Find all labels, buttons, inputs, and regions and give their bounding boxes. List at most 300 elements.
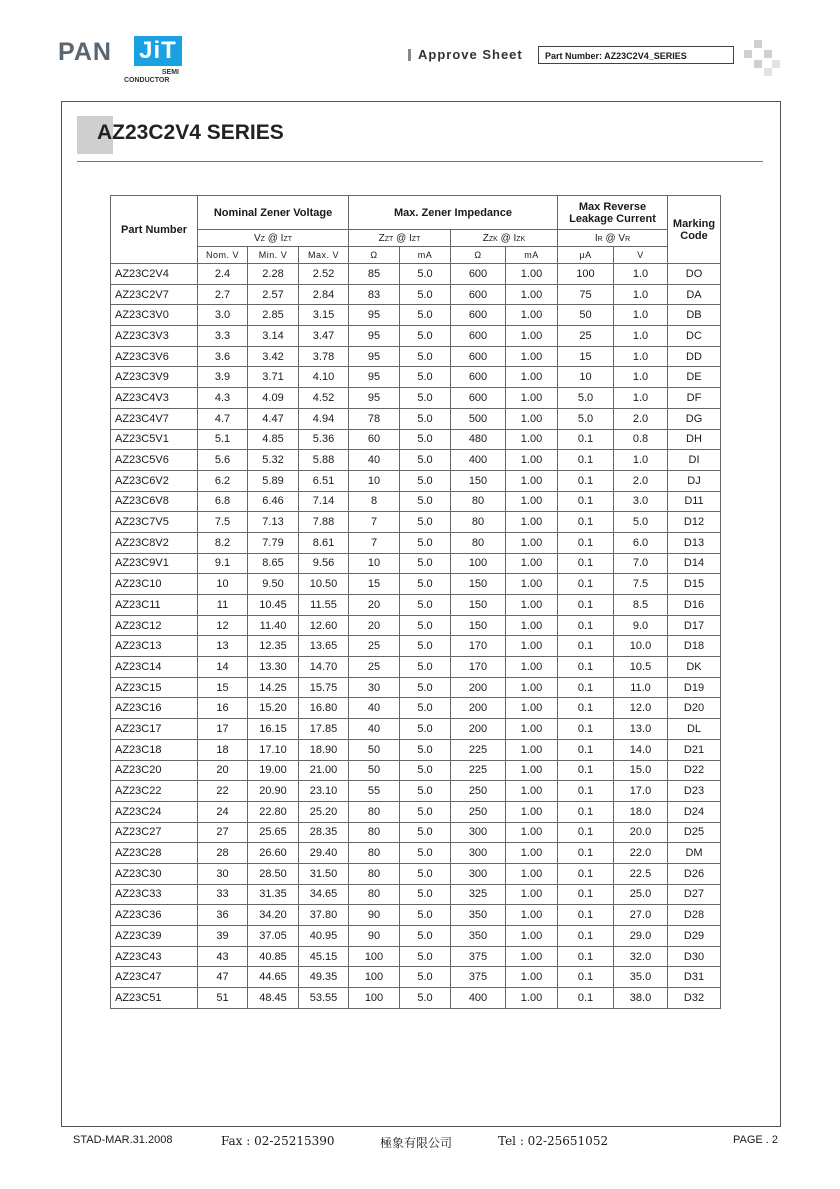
value-cell: 28.35	[299, 822, 349, 843]
header-leakage-current	[558, 196, 668, 230]
value-cell: 0.1	[558, 967, 614, 988]
marking-code-cell: D20	[668, 698, 721, 719]
value-cell: 34.20	[248, 905, 299, 926]
value-cell: 5.0	[400, 367, 451, 388]
value-cell: 5.0	[400, 863, 451, 884]
value-cell: 3.47	[299, 326, 349, 347]
marking-code-cell: DK	[668, 657, 721, 678]
value-cell: 5.0	[400, 408, 451, 429]
value-cell: 5.89	[248, 470, 299, 491]
value-cell: 19.00	[248, 760, 299, 781]
table-row	[111, 801, 721, 822]
part-number-cell: AZ23C4V3	[111, 388, 198, 409]
part-number-cell: AZ23C14	[111, 657, 198, 678]
value-cell: 1.00	[506, 801, 558, 822]
value-cell: 17	[198, 719, 248, 740]
value-cell: 3.3	[198, 326, 248, 347]
value-cell: 1.00	[506, 408, 558, 429]
value-cell: 0.1	[558, 532, 614, 553]
header-marking-line1: Marking	[672, 217, 716, 230]
value-cell: 1.0	[614, 326, 668, 347]
value-cell: 480	[451, 429, 506, 450]
value-cell: 100	[558, 264, 614, 285]
value-cell: 12.60	[299, 615, 349, 636]
logo-pan-text: PAN	[58, 38, 112, 66]
table-row	[111, 429, 721, 450]
value-cell: 0.1	[558, 863, 614, 884]
value-cell: 375	[451, 967, 506, 988]
value-cell: 20.0	[614, 822, 668, 843]
value-cell: 300	[451, 843, 506, 864]
value-cell: 80	[349, 822, 400, 843]
value-cell: 250	[451, 801, 506, 822]
value-cell: 1.00	[506, 491, 558, 512]
value-cell: 22	[198, 781, 248, 802]
spec-table	[110, 195, 721, 1009]
value-cell: 5.0	[400, 574, 451, 595]
value-cell: 5.0	[400, 512, 451, 533]
marking-code-cell: DI	[668, 450, 721, 471]
value-cell: 8.2	[198, 532, 248, 553]
value-cell: 7.13	[248, 512, 299, 533]
value-cell: 4.7	[198, 408, 248, 429]
value-cell: 40.95	[299, 926, 349, 947]
value-cell: 1.00	[506, 884, 558, 905]
table-row	[111, 760, 721, 781]
part-number-cell: AZ23C3V9	[111, 367, 198, 388]
value-cell: 40	[349, 719, 400, 740]
value-cell: 31.35	[248, 884, 299, 905]
value-cell: 1.00	[506, 657, 558, 678]
value-cell: 15.20	[248, 698, 299, 719]
value-cell: 4.09	[248, 388, 299, 409]
value-cell: 5.0	[400, 781, 451, 802]
unit-cell: µA	[558, 247, 614, 264]
value-cell: 10	[349, 553, 400, 574]
value-cell: 18.90	[299, 739, 349, 760]
part-number-cell: AZ23C4V7	[111, 408, 198, 429]
part-number-cell: AZ23C47	[111, 967, 198, 988]
value-cell: 300	[451, 822, 506, 843]
value-cell: 2.57	[248, 284, 299, 305]
value-cell: 17.85	[299, 719, 349, 740]
marking-code-cell: DC	[668, 326, 721, 347]
symbol-ir: I	[594, 232, 598, 244]
value-cell: 1.00	[506, 326, 558, 347]
value-cell: 20	[349, 595, 400, 616]
value-cell: 8	[349, 491, 400, 512]
marking-code-cell: D12	[668, 512, 721, 533]
value-cell: 29.40	[299, 843, 349, 864]
part-number-cell: AZ23C39	[111, 926, 198, 947]
table-row	[111, 284, 721, 305]
value-cell: 12.0	[614, 698, 668, 719]
value-cell: 5.0	[400, 326, 451, 347]
value-cell: 7.88	[299, 512, 349, 533]
value-cell: 5.88	[299, 450, 349, 471]
value-cell: 1.00	[506, 553, 558, 574]
value-cell: 95	[349, 367, 400, 388]
value-cell: 1.00	[506, 388, 558, 409]
value-cell: 1.0	[614, 367, 668, 388]
value-cell: 80	[349, 863, 400, 884]
value-cell: 95	[349, 305, 400, 326]
part-number-cell: AZ23C5V6	[111, 450, 198, 471]
table-row	[111, 822, 721, 843]
value-cell: 45.15	[299, 946, 349, 967]
value-cell: 80	[451, 532, 506, 553]
value-cell: 78	[349, 408, 400, 429]
value-cell: 13	[198, 636, 248, 657]
value-cell: 7.0	[614, 553, 668, 574]
part-number-cell: AZ23C18	[111, 739, 198, 760]
value-cell: 1.00	[506, 739, 558, 760]
part-number-cell: AZ23C33	[111, 884, 198, 905]
value-cell: 40	[349, 450, 400, 471]
value-cell: 4.94	[299, 408, 349, 429]
symbol-at: @	[605, 232, 616, 244]
value-cell: 37.80	[299, 905, 349, 926]
value-cell: 3.9	[198, 367, 248, 388]
value-cell: 10	[558, 367, 614, 388]
marking-code-cell: D22	[668, 760, 721, 781]
value-cell: 0.1	[558, 719, 614, 740]
marking-code-cell: D27	[668, 884, 721, 905]
value-cell: 80	[349, 801, 400, 822]
value-cell: 0.1	[558, 657, 614, 678]
value-cell: 50	[349, 760, 400, 781]
value-cell: 5.6	[198, 450, 248, 471]
value-cell: 25	[558, 326, 614, 347]
part-number-cell: AZ23C13	[111, 636, 198, 657]
value-cell: 18	[198, 739, 248, 760]
symbol-at: @	[396, 232, 407, 244]
value-cell: 11.40	[248, 615, 299, 636]
company-logo	[58, 36, 198, 90]
value-cell: 300	[451, 863, 506, 884]
value-cell: 1.00	[506, 284, 558, 305]
value-cell: 1.00	[506, 615, 558, 636]
value-cell: 48.45	[248, 988, 299, 1009]
value-cell: 2.0	[614, 408, 668, 429]
value-cell: 4.47	[248, 408, 299, 429]
table-row	[111, 512, 721, 533]
value-cell: 8.65	[248, 553, 299, 574]
unit-cell: mA	[506, 247, 558, 264]
marking-code-cell: D31	[668, 967, 721, 988]
part-number-cell: AZ23C17	[111, 719, 198, 740]
header-leakage-line2: Leakage Current	[569, 212, 656, 225]
symbol-izk: I	[513, 232, 517, 244]
unit-cell: V	[614, 247, 668, 264]
value-cell: 33	[198, 884, 248, 905]
value-cell: 350	[451, 926, 506, 947]
value-cell: 95	[349, 326, 400, 347]
part-number-cell: AZ23C12	[111, 615, 198, 636]
marking-code-cell: DM	[668, 843, 721, 864]
value-cell: 1.0	[614, 388, 668, 409]
unit-cell: mA	[400, 247, 451, 264]
value-cell: 80	[451, 491, 506, 512]
part-number-cell: AZ23C3V0	[111, 305, 198, 326]
table-row	[111, 595, 721, 616]
value-cell: 5.0	[400, 450, 451, 471]
value-cell: 0.1	[558, 450, 614, 471]
value-cell: 20	[349, 615, 400, 636]
value-cell: 10.0	[614, 636, 668, 657]
table-row	[111, 367, 721, 388]
value-cell: 25	[349, 636, 400, 657]
value-cell: 12	[198, 615, 248, 636]
value-cell: 20.90	[248, 781, 299, 802]
marking-code-cell: D18	[668, 636, 721, 657]
value-cell: 1.00	[506, 988, 558, 1009]
value-cell: 5.0	[400, 657, 451, 678]
value-cell: 375	[451, 946, 506, 967]
value-cell: 350	[451, 905, 506, 926]
value-cell: 39	[198, 926, 248, 947]
value-cell: 150	[451, 574, 506, 595]
part-number-cell: AZ23C8V2	[111, 532, 198, 553]
value-cell: 0.1	[558, 988, 614, 1009]
part-number-box: Part Number: AZ23C2V4_SERIES	[538, 46, 734, 64]
value-cell: 5.0	[558, 388, 614, 409]
part-number-cell: AZ23C6V2	[111, 470, 198, 491]
title-divider	[77, 161, 763, 162]
value-cell: 1.0	[614, 346, 668, 367]
value-cell: 5.0	[400, 905, 451, 926]
value-cell: 14.0	[614, 739, 668, 760]
table-row	[111, 988, 721, 1009]
value-cell: 1.0	[614, 450, 668, 471]
symbol-zzt: Z	[378, 232, 385, 244]
value-cell: 0.1	[558, 781, 614, 802]
value-cell: 5.0	[400, 532, 451, 553]
value-cell: 80	[349, 843, 400, 864]
value-cell: 11	[198, 595, 248, 616]
table-row	[111, 698, 721, 719]
marking-code-cell: D32	[668, 988, 721, 1009]
marking-code-cell: D28	[668, 905, 721, 926]
value-cell: 3.0	[198, 305, 248, 326]
value-cell: 150	[451, 470, 506, 491]
table-row	[111, 677, 721, 698]
table-row	[111, 781, 721, 802]
part-number-cell: AZ23C7V5	[111, 512, 198, 533]
marking-code-cell: D23	[668, 781, 721, 802]
value-cell: 225	[451, 760, 506, 781]
marking-code-cell: DD	[668, 346, 721, 367]
value-cell: 0.1	[558, 491, 614, 512]
value-cell: 0.1	[558, 843, 614, 864]
value-cell: 85	[349, 264, 400, 285]
value-cell: 1.00	[506, 532, 558, 553]
marking-code-cell: D24	[668, 801, 721, 822]
value-cell: 15.0	[614, 760, 668, 781]
header-marking-code	[668, 196, 721, 264]
value-cell: 22.0	[614, 843, 668, 864]
value-cell: 7.14	[299, 491, 349, 512]
marking-code-cell: DO	[668, 264, 721, 285]
part-number-cell: AZ23C43	[111, 946, 198, 967]
value-cell: 325	[451, 884, 506, 905]
value-cell: 225	[451, 739, 506, 760]
value-cell: 3.0	[614, 491, 668, 512]
value-cell: 26.60	[248, 843, 299, 864]
value-cell: 11.55	[299, 595, 349, 616]
marking-code-cell: D14	[668, 553, 721, 574]
logo-jit-text: JiT	[134, 36, 182, 66]
part-number-cell: AZ23C16	[111, 698, 198, 719]
value-cell: 0.1	[558, 595, 614, 616]
value-cell: 5.0	[400, 698, 451, 719]
value-cell: 1.00	[506, 822, 558, 843]
symbol-izt-sub: ZT	[411, 235, 421, 243]
value-cell: 1.0	[614, 284, 668, 305]
value-cell: 1.00	[506, 346, 558, 367]
table-row	[111, 636, 721, 657]
value-cell: 2.7	[198, 284, 248, 305]
header-zener-impedance: Max. Zener Impedance	[349, 196, 558, 230]
subheader-zzk-izk	[451, 230, 558, 247]
value-cell: 2.52	[299, 264, 349, 285]
value-cell: 5.0	[400, 801, 451, 822]
table-row	[111, 946, 721, 967]
value-cell: 6.8	[198, 491, 248, 512]
value-cell: 250	[451, 781, 506, 802]
value-cell: 0.1	[558, 698, 614, 719]
value-cell: 15	[558, 346, 614, 367]
value-cell: 18.0	[614, 801, 668, 822]
value-cell: 43	[198, 946, 248, 967]
value-cell: 400	[451, 450, 506, 471]
marking-code-cell: D15	[668, 574, 721, 595]
value-cell: 5.0	[400, 264, 451, 285]
table-row	[111, 450, 721, 471]
value-cell: 0.1	[558, 822, 614, 843]
value-cell: 31.50	[299, 863, 349, 884]
value-cell: 9.50	[248, 574, 299, 595]
unit-cell: Max. V	[299, 247, 349, 264]
symbol-vz-sub: Z	[260, 235, 265, 243]
value-cell: 1.00	[506, 926, 558, 947]
value-cell: 3.42	[248, 346, 299, 367]
value-cell: 30	[198, 863, 248, 884]
value-cell: 3.78	[299, 346, 349, 367]
value-cell: 14.25	[248, 677, 299, 698]
value-cell: 9.0	[614, 615, 668, 636]
marking-code-cell: DA	[668, 284, 721, 305]
value-cell: 1.00	[506, 512, 558, 533]
value-cell: 4.52	[299, 388, 349, 409]
value-cell: 22.5	[614, 863, 668, 884]
page-number: PAGE . 2	[733, 1134, 779, 1146]
part-number-cell: AZ23C27	[111, 822, 198, 843]
value-cell: 5.0	[400, 388, 451, 409]
value-cell: 0.1	[558, 884, 614, 905]
value-cell: 75	[558, 284, 614, 305]
marking-code-cell: DL	[668, 719, 721, 740]
symbol-izk-sub: ZK	[516, 235, 526, 243]
marking-code-cell: D29	[668, 926, 721, 947]
table-row	[111, 884, 721, 905]
symbol-zzt-sub: ZT	[384, 235, 394, 243]
part-number-cell: AZ23C2V4	[111, 264, 198, 285]
value-cell: 5.36	[299, 429, 349, 450]
value-cell: 6.0	[614, 532, 668, 553]
value-cell: 20	[198, 760, 248, 781]
value-cell: 600	[451, 346, 506, 367]
value-cell: 1.00	[506, 595, 558, 616]
value-cell: 5.0	[400, 636, 451, 657]
value-cell: 53.55	[299, 988, 349, 1009]
value-cell: 2.4	[198, 264, 248, 285]
value-cell: 40.85	[248, 946, 299, 967]
value-cell: 7.79	[248, 532, 299, 553]
symbol-ir-sub: R	[597, 235, 603, 243]
table-row	[111, 470, 721, 491]
value-cell: 24	[198, 801, 248, 822]
value-cell: 27	[198, 822, 248, 843]
value-cell: 9.1	[198, 553, 248, 574]
value-cell: 3.15	[299, 305, 349, 326]
value-cell: 7	[349, 512, 400, 533]
value-cell: 0.8	[614, 429, 668, 450]
marking-code-cell: DJ	[668, 470, 721, 491]
value-cell: 90	[349, 905, 400, 926]
table-row	[111, 926, 721, 947]
value-cell: 9.56	[299, 553, 349, 574]
spec-table-body	[111, 264, 721, 1009]
value-cell: 600	[451, 305, 506, 326]
value-cell: 95	[349, 346, 400, 367]
value-cell: 5.0	[400, 553, 451, 574]
value-cell: 5.0	[400, 926, 451, 947]
company-name: 極象有限公司	[380, 1136, 453, 1150]
fax-number: Fax : 02-25215390	[221, 1134, 335, 1148]
value-cell: 100	[349, 967, 400, 988]
value-cell: 600	[451, 326, 506, 347]
part-number-cell: AZ23C3V6	[111, 346, 198, 367]
value-cell: 0.1	[558, 553, 614, 574]
symbol-at: @	[267, 232, 278, 244]
value-cell: 1.00	[506, 470, 558, 491]
value-cell: 13.65	[299, 636, 349, 657]
value-cell: 1.0	[614, 264, 668, 285]
value-cell: 16.15	[248, 719, 299, 740]
value-cell: 5.0	[400, 739, 451, 760]
value-cell: 17.10	[248, 739, 299, 760]
value-cell: 100	[451, 553, 506, 574]
value-cell: 5.0	[400, 429, 451, 450]
value-cell: 100	[349, 946, 400, 967]
value-cell: 14	[198, 657, 248, 678]
value-cell: 51	[198, 988, 248, 1009]
value-cell: 22.80	[248, 801, 299, 822]
table-row	[111, 346, 721, 367]
value-cell: 5.1	[198, 429, 248, 450]
value-cell: 47	[198, 967, 248, 988]
value-cell: 5.0	[400, 470, 451, 491]
value-cell: 1.0	[614, 305, 668, 326]
value-cell: 16	[198, 698, 248, 719]
value-cell: 1.00	[506, 574, 558, 595]
table-row	[111, 967, 721, 988]
value-cell: 5.0	[400, 988, 451, 1009]
value-cell: 1.00	[506, 264, 558, 285]
value-cell: 25	[349, 657, 400, 678]
value-cell: 44.65	[248, 967, 299, 988]
